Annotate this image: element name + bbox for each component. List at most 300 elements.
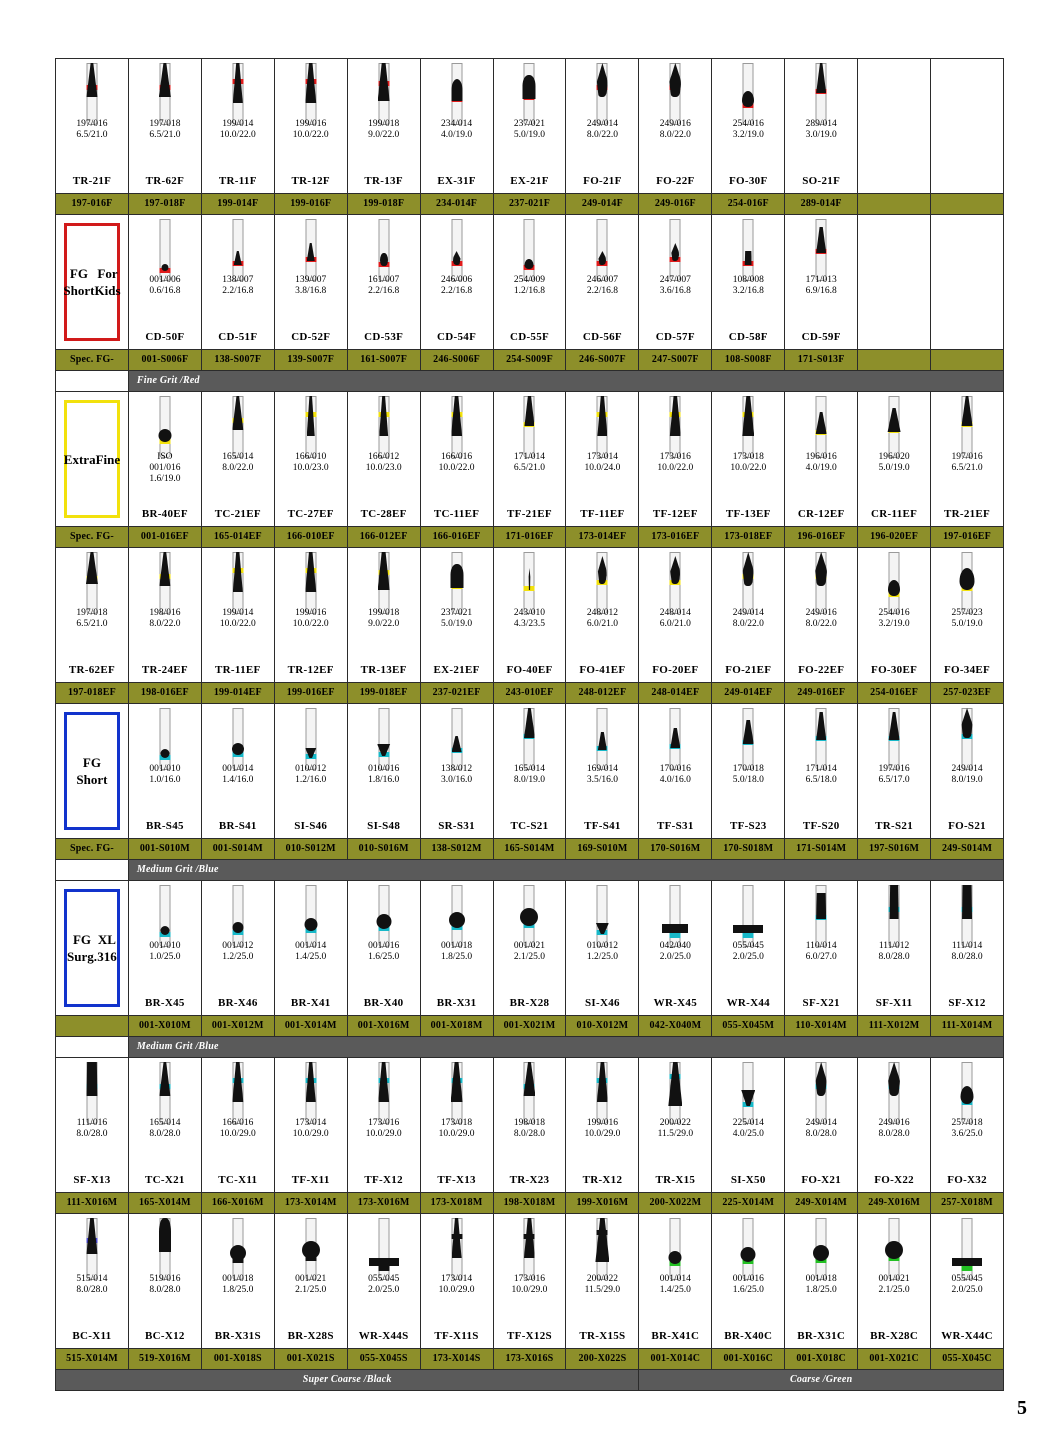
grit-note-cell-left <box>56 1370 639 1391</box>
order-code-cell[interactable] <box>639 839 712 860</box>
order-code-cell[interactable] <box>420 194 493 215</box>
order-code-cell[interactable] <box>639 1349 712 1370</box>
iso-spec: 111/016 8.0/28.0 <box>76 1118 108 1139</box>
bur-illustration <box>275 63 347 125</box>
order-code-cell[interactable] <box>858 1349 931 1370</box>
order-code: 257-X018M <box>931 1193 1003 1213</box>
order-code-cell[interactable] <box>128 527 201 548</box>
order-code-cell[interactable] <box>128 683 201 704</box>
bur-cell[interactable] <box>493 704 566 839</box>
bur-head <box>523 75 536 99</box>
grit-note-cell <box>128 371 1003 392</box>
bur-cell[interactable] <box>128 1058 201 1193</box>
order-code-cell[interactable] <box>201 194 274 215</box>
order-code-cell[interactable] <box>493 527 566 548</box>
order-code-cell[interactable] <box>56 194 129 215</box>
order-code-cell[interactable] <box>712 1016 785 1037</box>
bur-cell[interactable] <box>858 59 931 194</box>
bur-cell[interactable] <box>56 59 129 194</box>
bur-cell[interactable] <box>56 548 129 683</box>
order-code: 055-X045C <box>931 1349 1003 1369</box>
bur-cell[interactable] <box>785 59 858 194</box>
bur-cell[interactable] <box>712 1214 785 1349</box>
order-code: 166-X016M <box>202 1193 274 1213</box>
order-code-cell[interactable] <box>128 1016 201 1037</box>
bur-cell[interactable] <box>858 392 931 527</box>
bur-cell[interactable] <box>566 881 639 1016</box>
bur-cell[interactable] <box>566 1058 639 1193</box>
product-code: BR-X41 <box>290 997 331 1009</box>
bur-illustration <box>348 219 420 281</box>
bur-cell[interactable] <box>128 215 201 350</box>
bur-cell[interactable] <box>420 392 493 527</box>
band-prefix: Spec. FG- <box>56 350 128 370</box>
order-code-cell[interactable] <box>274 683 347 704</box>
bur-cell[interactable] <box>201 548 274 683</box>
order-code-cell[interactable] <box>201 527 274 548</box>
order-code-cell[interactable] <box>785 683 858 704</box>
bur-cell[interactable] <box>566 59 639 194</box>
bur-cell[interactable] <box>712 215 785 350</box>
order-code-cell[interactable] <box>420 839 493 860</box>
product-code: BR-X40C <box>724 1330 773 1342</box>
bur-cell[interactable] <box>639 704 712 839</box>
bur-cell[interactable] <box>128 1214 201 1349</box>
order-code: 001-S006F <box>129 350 201 370</box>
bur-cell[interactable] <box>639 1214 712 1349</box>
bur-cell[interactable] <box>347 548 420 683</box>
bur-head <box>450 564 463 588</box>
order-code: 237-021EF <box>421 683 493 703</box>
bur-illustration <box>566 219 638 281</box>
order-code-cell[interactable] <box>566 839 639 860</box>
order-code-cell[interactable] <box>785 350 858 371</box>
bur-head <box>745 251 752 265</box>
bur-cell[interactable] <box>639 392 712 527</box>
bur-cell[interactable] <box>785 548 858 683</box>
bur-cell[interactable] <box>785 1058 858 1193</box>
order-code-cell[interactable] <box>201 1193 274 1214</box>
iso-spec: 257/018 3.6/25.0 <box>951 1118 983 1139</box>
order-code-cell[interactable] <box>493 683 566 704</box>
order-code-cell[interactable] <box>274 194 347 215</box>
iso-spec: 237/021 5.0/19.0 <box>441 608 473 629</box>
bur-shank <box>524 219 535 281</box>
bur-cell[interactable] <box>201 1058 274 1193</box>
order-code-cell[interactable] <box>128 350 201 371</box>
product-code: FO-22F <box>656 175 695 187</box>
bur-illustration <box>202 396 274 458</box>
bur-cell[interactable] <box>274 548 347 683</box>
order-code-cell[interactable] <box>493 1349 566 1370</box>
order-code-cell[interactable] <box>785 1193 858 1214</box>
product-code: SI-X50 <box>730 1174 766 1186</box>
order-code-cell[interactable] <box>420 1193 493 1214</box>
order-code-cell[interactable] <box>56 1193 129 1214</box>
bur-cell[interactable] <box>420 704 493 839</box>
bur-illustration <box>275 219 347 281</box>
row-label: FG Short For Kids <box>64 223 120 341</box>
bur-head <box>160 926 169 935</box>
bur-cell[interactable] <box>712 881 785 1016</box>
bur-cell[interactable] <box>858 1214 931 1349</box>
bur-cell[interactable] <box>639 548 712 683</box>
iso-spec: 254/016 3.2/19.0 <box>878 608 910 629</box>
order-code <box>931 350 1003 370</box>
order-code-cell[interactable] <box>493 839 566 860</box>
bur-cell[interactable] <box>201 392 274 527</box>
bur-cell[interactable] <box>931 704 1004 839</box>
product-code: TF-S20 <box>802 820 840 832</box>
product-code: FO-40EF <box>506 664 553 676</box>
order-code-cell[interactable] <box>201 350 274 371</box>
bur-illustration <box>639 219 711 281</box>
bur-cell[interactable] <box>566 704 639 839</box>
order-code-cell[interactable] <box>420 683 493 704</box>
bur-illustration <box>566 63 638 125</box>
bur-cell[interactable] <box>493 392 566 527</box>
order-code: 171-S013F <box>785 350 857 370</box>
bur-cell[interactable] <box>712 59 785 194</box>
order-code-cell[interactable] <box>274 1349 347 1370</box>
order-code-cell[interactable] <box>931 1193 1004 1214</box>
product-code: TF-S31 <box>657 820 694 832</box>
iso-spec: 001/006 0.6/16.8 <box>149 275 181 296</box>
bur-illustration <box>202 1062 274 1124</box>
order-code-cell[interactable] <box>566 683 639 704</box>
order-code-cell[interactable] <box>785 194 858 215</box>
product-code: EX-31F <box>437 175 476 187</box>
bur-head <box>961 1086 974 1104</box>
order-code-cell[interactable] <box>420 1016 493 1037</box>
order-code-cell[interactable] <box>420 1349 493 1370</box>
order-code-cell[interactable] <box>128 839 201 860</box>
order-code-cell[interactable] <box>931 683 1004 704</box>
bur-illustration <box>275 885 347 947</box>
order-code-cell[interactable] <box>493 1193 566 1214</box>
order-code: 166-016EF <box>421 527 493 547</box>
order-code: 289-014F <box>785 194 857 214</box>
iso-spec: 249/014 8.0/22.0 <box>586 119 618 140</box>
order-code-cell[interactable] <box>785 839 858 860</box>
bur-cell[interactable] <box>931 1058 1004 1193</box>
iso-spec: 289/014 3.0/19.0 <box>805 119 837 140</box>
iso-spec: 171/014 6.5/18.0 <box>805 764 837 785</box>
bur-illustration <box>129 885 201 947</box>
order-code-cell[interactable] <box>201 1349 274 1370</box>
bur-cell[interactable] <box>639 881 712 1016</box>
order-code-cell[interactable] <box>712 1349 785 1370</box>
order-code-cell[interactable] <box>858 683 931 704</box>
bur-cell[interactable] <box>56 1214 129 1349</box>
order-code-cell[interactable] <box>201 683 274 704</box>
order-code-cell[interactable] <box>566 1193 639 1214</box>
order-code-cell[interactable] <box>931 1349 1004 1370</box>
bur-illustration <box>494 885 566 947</box>
order-code-cell[interactable] <box>858 1016 931 1037</box>
bur-cell[interactable] <box>128 59 201 194</box>
row-label: Extra Fine <box>64 400 120 518</box>
product-code: BR-X28 <box>509 997 550 1009</box>
bur-cell[interactable] <box>712 392 785 527</box>
order-code-cell[interactable] <box>858 839 931 860</box>
bur-illustration <box>639 1062 711 1124</box>
bur-shank <box>305 885 316 947</box>
product-code: BR-X28S <box>287 1330 334 1342</box>
bur-cell[interactable] <box>128 392 201 527</box>
bur-shank <box>451 219 462 281</box>
order-code-cell[interactable] <box>347 527 420 548</box>
order-code-cell[interactable] <box>201 1016 274 1037</box>
order-code-cell[interactable] <box>858 527 931 548</box>
order-code-cell[interactable] <box>931 194 1004 215</box>
bur-illustration <box>494 708 566 770</box>
bur-cell[interactable] <box>639 215 712 350</box>
order-code-cell[interactable] <box>274 839 347 860</box>
bur-head <box>160 749 169 758</box>
order-code-cell[interactable] <box>493 350 566 371</box>
bur-cell[interactable] <box>128 704 201 839</box>
bur-cell[interactable] <box>201 215 274 350</box>
order-code-cell[interactable] <box>128 194 201 215</box>
bur-cell[interactable] <box>274 215 347 350</box>
bur-cell[interactable] <box>201 704 274 839</box>
iso-spec: 196/016 4.0/19.0 <box>805 452 837 473</box>
order-code-cell[interactable] <box>493 194 566 215</box>
bur-cell[interactable] <box>493 1058 566 1193</box>
order-code: 199-X016M <box>566 1193 638 1213</box>
iso-spec: 199/016 10.0/22.0 <box>292 119 329 140</box>
order-code: 165-S014M <box>494 839 566 859</box>
bur-illustration <box>129 396 201 458</box>
order-code-cell[interactable] <box>347 350 420 371</box>
order-code: 173-X016S <box>494 1349 566 1369</box>
bur-cell[interactable] <box>347 59 420 194</box>
bur-cell[interactable] <box>493 548 566 683</box>
order-code-cell[interactable] <box>858 194 931 215</box>
bur-cell[interactable] <box>274 1058 347 1193</box>
bur-cell[interactable] <box>858 881 931 1016</box>
table-row <box>56 1214 1004 1349</box>
bur-cell[interactable] <box>274 704 347 839</box>
iso-spec: 171/014 6.5/21.0 <box>513 452 546 473</box>
bur-cell[interactable] <box>931 392 1004 527</box>
bur-cell[interactable] <box>347 215 420 350</box>
product-code: CD-54F <box>437 331 477 343</box>
bur-illustration <box>275 396 347 458</box>
order-code-cell[interactable] <box>56 1349 129 1370</box>
order-code-cell[interactable] <box>347 1193 420 1214</box>
order-code-cell[interactable] <box>639 1193 712 1214</box>
order-code-cell[interactable] <box>639 683 712 704</box>
bur-illustration <box>566 885 638 947</box>
order-code-cell[interactable] <box>420 350 493 371</box>
order-code-cell[interactable] <box>931 350 1004 371</box>
order-code: 173-014EF <box>566 527 638 547</box>
iso-spec: 237/021 5.0/19.0 <box>513 119 546 140</box>
bur-cell[interactable] <box>420 548 493 683</box>
bur-cell[interactable] <box>347 1214 420 1349</box>
bur-catalog-grid <box>55 58 1004 1391</box>
bur-cell[interactable] <box>566 548 639 683</box>
order-code-cell[interactable] <box>566 194 639 215</box>
order-code-cell[interactable] <box>347 194 420 215</box>
order-code-cell[interactable] <box>128 1349 201 1370</box>
order-code-cell[interactable] <box>566 350 639 371</box>
bur-illustration <box>712 885 784 947</box>
order-code-cell[interactable] <box>274 350 347 371</box>
product-code: EX-21EF <box>433 664 480 676</box>
order-code: 197-S016M <box>858 839 930 859</box>
bur-cell[interactable] <box>712 1058 785 1193</box>
iso-spec: 249/014 8.0/28.0 <box>805 1118 837 1139</box>
bur-cell[interactable] <box>566 1214 639 1349</box>
bur-cell[interactable] <box>56 1058 129 1193</box>
order-code-cell[interactable] <box>566 527 639 548</box>
order-code: 199-018EF <box>348 683 420 703</box>
bur-cell[interactable] <box>858 548 931 683</box>
bur-cell[interactable] <box>274 392 347 527</box>
order-code: 001-X021C <box>858 1349 930 1369</box>
order-code-cell[interactable] <box>639 527 712 548</box>
bur-cell[interactable] <box>639 59 712 194</box>
order-code-cell[interactable] <box>858 1193 931 1214</box>
order-code-cell[interactable] <box>785 1349 858 1370</box>
bur-cell[interactable] <box>420 59 493 194</box>
bur-cell[interactable] <box>347 1058 420 1193</box>
bur-cell[interactable] <box>128 881 201 1016</box>
bur-illustration <box>639 396 711 458</box>
bur-cell[interactable] <box>785 704 858 839</box>
order-code-cell[interactable] <box>639 1016 712 1037</box>
order-code-cell[interactable] <box>712 194 785 215</box>
row-label: FG Surg. XL 316 <box>64 889 120 1007</box>
bur-cell[interactable] <box>493 59 566 194</box>
order-code-cell[interactable] <box>639 350 712 371</box>
order-code-cell[interactable] <box>201 839 274 860</box>
bur-cell[interactable] <box>420 1058 493 1193</box>
order-code-cell[interactable] <box>274 527 347 548</box>
product-code: BR-S41 <box>218 820 257 832</box>
order-code: 249-014F <box>566 194 638 214</box>
order-code-cell[interactable] <box>493 1016 566 1037</box>
bur-cell[interactable] <box>420 881 493 1016</box>
bur-cell[interactable] <box>347 704 420 839</box>
bur-cell[interactable] <box>785 215 858 350</box>
order-code-cell[interactable] <box>274 1016 347 1037</box>
order-code-cell[interactable] <box>128 1193 201 1214</box>
order-code-cell[interactable] <box>56 683 129 704</box>
grit-note-cell <box>128 1037 1003 1058</box>
bur-illustration <box>785 552 857 614</box>
order-code-cell[interactable] <box>785 527 858 548</box>
bur-cell[interactable] <box>493 1214 566 1349</box>
bur-cell[interactable] <box>420 1214 493 1349</box>
bur-cell[interactable] <box>858 1058 931 1193</box>
bur-cell[interactable] <box>931 548 1004 683</box>
bur-cell[interactable] <box>931 1214 1004 1349</box>
bur-cell[interactable] <box>858 704 931 839</box>
order-code: 042-X040M <box>639 1016 711 1036</box>
order-code-cell[interactable] <box>858 350 931 371</box>
bur-cell[interactable] <box>420 215 493 350</box>
bur-cell[interactable] <box>493 215 566 350</box>
bur-head <box>816 893 826 919</box>
order-code-cell[interactable] <box>347 839 420 860</box>
band-prefix: Spec. FG- <box>56 527 128 547</box>
bur-cell[interactable] <box>566 392 639 527</box>
order-code-cell[interactable] <box>639 194 712 215</box>
bur-cell[interactable] <box>201 881 274 1016</box>
bur-cell[interactable] <box>347 392 420 527</box>
bur-illustration <box>202 219 274 281</box>
bur-cell[interactable] <box>274 881 347 1016</box>
order-code-cell[interactable] <box>931 1016 1004 1037</box>
order-code-cell[interactable] <box>785 1016 858 1037</box>
bur-cell[interactable] <box>712 548 785 683</box>
order-code-cell[interactable] <box>712 683 785 704</box>
bur-cell[interactable] <box>274 1214 347 1349</box>
order-code-cell[interactable] <box>347 1016 420 1037</box>
order-code: 243-010EF <box>494 683 566 703</box>
bur-cell[interactable] <box>347 881 420 1016</box>
bur-cell[interactable] <box>785 1214 858 1349</box>
order-code-cell[interactable] <box>712 350 785 371</box>
bur-illustration <box>421 396 493 458</box>
bur-cell[interactable] <box>201 1214 274 1349</box>
bur-cell[interactable] <box>493 881 566 1016</box>
bur-cell[interactable] <box>128 548 201 683</box>
iso-spec: 198/016 8.0/22.0 <box>149 608 181 629</box>
bur-cell[interactable] <box>858 215 931 350</box>
bur-cell[interactable] <box>201 59 274 194</box>
product-code: TF-S23 <box>729 820 767 832</box>
order-code-cell[interactable] <box>347 1349 420 1370</box>
bur-cell[interactable] <box>785 392 858 527</box>
order-code-cell[interactable] <box>274 1193 347 1214</box>
bur-illustration <box>858 885 930 947</box>
bur-cell[interactable] <box>712 704 785 839</box>
iso-spec: 108/008 3.2/16.8 <box>732 275 764 296</box>
iso-spec: 001/016 1.6/25.0 <box>368 941 400 962</box>
product-code: FO-21EF <box>725 664 772 676</box>
order-code-cell[interactable] <box>712 839 785 860</box>
bur-cell[interactable] <box>931 215 1004 350</box>
order-code-cell[interactable] <box>420 527 493 548</box>
iso-spec: 166/016 10.0/22.0 <box>438 452 475 473</box>
product-code: SR-S31 <box>438 820 475 832</box>
product-code: BR-X45 <box>145 997 185 1009</box>
iso-spec: 247/007 3.6/16.8 <box>659 275 691 296</box>
bur-cell[interactable] <box>566 215 639 350</box>
bur-cell[interactable] <box>931 59 1004 194</box>
order-code-cell[interactable] <box>712 1193 785 1214</box>
order-code-cell[interactable] <box>931 527 1004 548</box>
order-code-cell[interactable] <box>712 527 785 548</box>
bur-illustration <box>639 885 711 947</box>
order-code-cell[interactable] <box>347 683 420 704</box>
order-code-cell[interactable] <box>931 839 1004 860</box>
order-code-cell[interactable] <box>566 1016 639 1037</box>
bur-cell[interactable] <box>274 59 347 194</box>
order-code-cell[interactable] <box>566 1349 639 1370</box>
bur-cell[interactable] <box>639 1058 712 1193</box>
bur-cell[interactable] <box>931 881 1004 1016</box>
order-code <box>858 350 930 370</box>
product-code: BR-X31 <box>436 997 477 1009</box>
bur-cell[interactable] <box>785 881 858 1016</box>
bur-illustration <box>348 885 420 947</box>
